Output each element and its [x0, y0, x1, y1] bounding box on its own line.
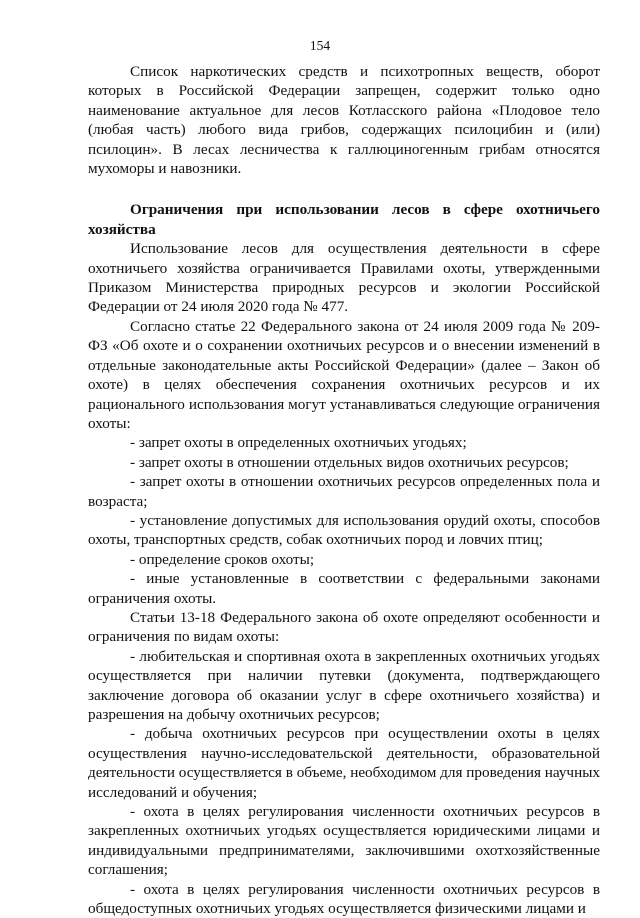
- paragraph-article-22: Согласно статье 22 Федерального закона от 24 июля 2009 года № 209-ФЗ «Об охоте и о сохранении охотничьих ресурсов и о внесении изменений в отдельные законодательные акты Российской Федерации» (далее – Закон об охоте) в целях обеспечения сохранения охотничьих ресурсов и их рационального использования могут устанавливаться следующие ограничения охоты:: [88, 317, 600, 432]
- restriction-item: - запрет охоты в определенных охотничьих угодьях;: [130, 434, 467, 452]
- paragraph-articles-13-18: Статьи 13-18 Федерального закона об охоте определяют особенности и ограничения по видам охоты:: [88, 608, 600, 646]
- restriction-item: - запрет охоты в отношении отдельных видов охотничьих ресурсов;: [130, 453, 569, 471]
- intro-paragraph: Список наркотических средств и психотропных веществ, оборот которых в Российской Федерации запрещен, содержит только одно наименование актуальное для лесов Котласского района «Плодовое тело (любая часть) любого вида грибов, содержащих псилоцибин и (или) псилоцин». В лесах лесничества к галлюциногенным грибам относятся мухоморы и навозники.: [88, 63, 600, 178]
- hunting-type-item: - добыча охотничьих ресурсов при осуществлении охоты в целях осуществления научно-исследовательской деятельности, образовательной деятельности осуществляется в объеме, необходимом для проведения научных исследований и обучения;: [88, 725, 600, 801]
- hunting-type-item: - охота в целях регулирования численности охотничьих ресурсов в закрепленных охотничьих угодьях осуществляется юридическими лицами и индивидуальными предпринимателями, заключившими охотхозяйственные соглашения;: [88, 803, 600, 879]
- restriction-item: - определение сроков охоты;: [130, 550, 315, 568]
- page-content: [88, 62, 600, 918]
- restriction-item: - запрет охоты в отношении охотничьих ресурсов определенных пола и возраста;: [88, 473, 600, 510]
- page-number: 154: [309, 38, 331, 53]
- section-heading: Ограничения при использовании лесов в сфере охотничьего хозяйства: [88, 201, 600, 238]
- restriction-item: - установление допустимых для использования орудий охоты, способов охоты, транспортных средств, собак охотничьих пород и ловчих птиц;: [88, 511, 600, 549]
- hunting-type-item: - любительская и спортивная охота в закрепленных охотничьих угодьях осуществляется при наличии путевки (документа, подтверждающего заключение договора об оказании услуг в сфере охотничьего хозяйства) и разрешения на добычу охотничьих ресурсов;: [88, 647, 600, 723]
- paragraph-hunting-rules: Использование лесов для осуществления деятельности в сфере охотничьего хозяйства ограничивается Правилами охоты, утвержденными Приказом Министерства природных ресурсов и экологии Российской Федерации от 24 июля 2020 года № 477.: [88, 240, 600, 316]
- restriction-item: - иные установленные в соответствии с федеральными законами ограничения охоты.: [88, 570, 600, 607]
- hunting-type-item: - охота в целях регулирования численности охотничьих ресурсов в общедоступных охотничьих угодьях осуществляется физическими лицами и: [88, 880, 600, 918]
